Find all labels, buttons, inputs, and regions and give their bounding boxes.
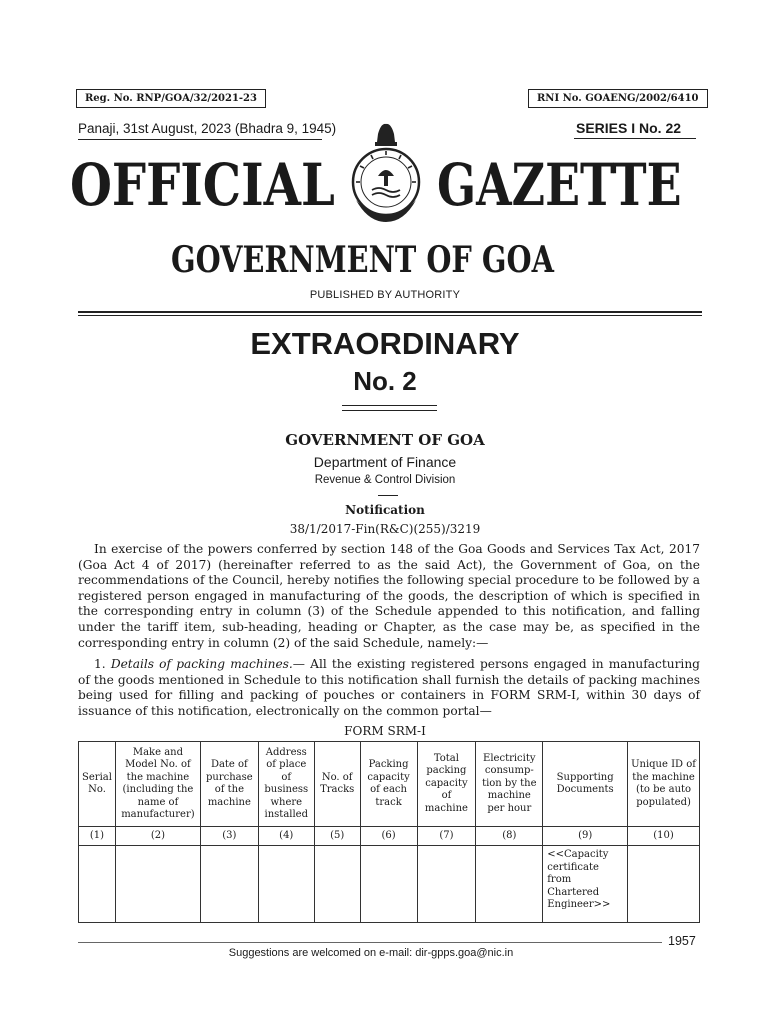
double-rule-bottom [342,410,437,411]
masthead-official: OFFICIAL [70,151,335,219]
government-heading: GOVERNMENT OF GOA [285,431,485,449]
masthead-gazette: GAZETTE [437,151,682,219]
goa-emblem-icon [338,118,434,230]
header-cell: Serial No. [79,742,116,827]
header-cell: Make and Model No. of the machine (including the name of manufacturer) [115,742,200,827]
table-header-row [79,742,700,827]
footer-suggestion: Suggestions are welcomed on e-mail: dir-gpps.goa@nic.in [228,947,514,959]
extraordinary-number: No. 2 [353,366,417,396]
column-number-cell: (4) [258,827,314,846]
header-cell: Unique ID of the machine (to be auto populated) [628,742,700,827]
masthead-rule-thick [78,311,702,313]
table-cell [476,846,543,923]
column-number-cell: (6) [360,827,417,846]
rni-number-box [528,89,708,108]
header-cell: Electricity consump-tion by the machine per hour [476,742,543,827]
form-title: FORM SRM-I [344,724,426,738]
division-name: Revenue & Control Division [314,474,456,486]
column-number-cell: (8) [476,827,543,846]
paragraph-number: 1. [94,657,106,671]
table-cell [79,846,116,923]
column-number-cell: (10) [628,827,700,846]
table-row [79,846,700,923]
notification-paragraph-2 [78,657,700,719]
short-divider [378,495,398,496]
column-number-cell: (1) [79,827,116,846]
table-cell [628,846,700,923]
column-number-cell: (5) [314,827,360,846]
double-rule-top [342,405,437,406]
table-cell [417,846,476,923]
masthead-subtitle: GOVERNMENT OF GOA [171,239,554,281]
registration-number-box [76,89,266,108]
registration-number: Reg. No. RNP/GOA/32/2021-23 [85,93,257,104]
column-number-cell: (2) [115,827,200,846]
header-cell: Supporting Documents [543,742,628,827]
column-number-row [79,827,700,846]
published-by-authority: PUBLISHED BY AUTHORITY [309,289,461,301]
series-underline [574,138,696,139]
table-cell [258,846,314,923]
table-cell [200,846,258,923]
date-underline [78,139,322,140]
header-cell: Packing capacity of each track [360,742,417,827]
header-cell: Address of place of business where installed [258,742,314,827]
date-line: Panaji, 31st August, 2023 (Bhadra 9, 1945) [78,121,337,136]
department-name: Department of Finance [313,454,457,470]
column-number-cell: (9) [543,827,628,846]
rni-number: RNI No. GOAENG/2002/6410 [537,93,699,104]
series-number: SERIES I No. 22 [576,120,682,136]
table-cell [115,846,200,923]
form-srm-table [78,741,700,923]
paragraph-body: All the existing registered persons engaged in manufacturing of the goods mentioned in Schedule to this notification shall furnish the details of packing machines being used for filling and packing of pouches or containers in FORM SRM-I, within 30 days of issuance of this notification, electronically on the common portal— [78,657,700,718]
footer-rule [78,942,662,943]
paragraph-italic-heading: Details of packing machines.— [110,657,305,671]
extraordinary-title: EXTRAORDINARY [250,326,520,361]
column-number-cell: (3) [200,827,258,846]
notification-heading: Notification [345,503,425,517]
supporting-documents-cell: <<Capacity certificate from Chartered Engineer>> [543,846,628,923]
masthead-rule-thin [78,315,702,316]
notification-paragraph-1: In exercise of the powers conferred by section 148 of the Goa Goods and Services Tax Act, 2017 (Goa Act 4 of 2017) (hereinafter referred to as the said Act), the Government of Goa, on the recommendations of the Council, hereby notifies the following special procedure to be followed by a registered person engaged in manufacturing of the goods, the description of which is specified in the corresponding entry in column (3) of the Schedule appended to this notification, and falling under the tariff item, sub-heading, heading or Chapter, as the case may be, as specified in the corresponding entry in column (2) of the said Schedule, namely:— [78,542,700,650]
column-number-cell: (7) [417,827,476,846]
header-cell: Total packing capacity of machine [417,742,476,827]
page-number: 1957 [668,934,696,948]
table-cell [360,846,417,923]
table-cell [314,846,360,923]
header-cell: Date of purchase of the machine [200,742,258,827]
notification-number: 38/1/2017-Fin(R&C)(255)/3219 [289,522,481,536]
header-cell: No. of Tracks [314,742,360,827]
